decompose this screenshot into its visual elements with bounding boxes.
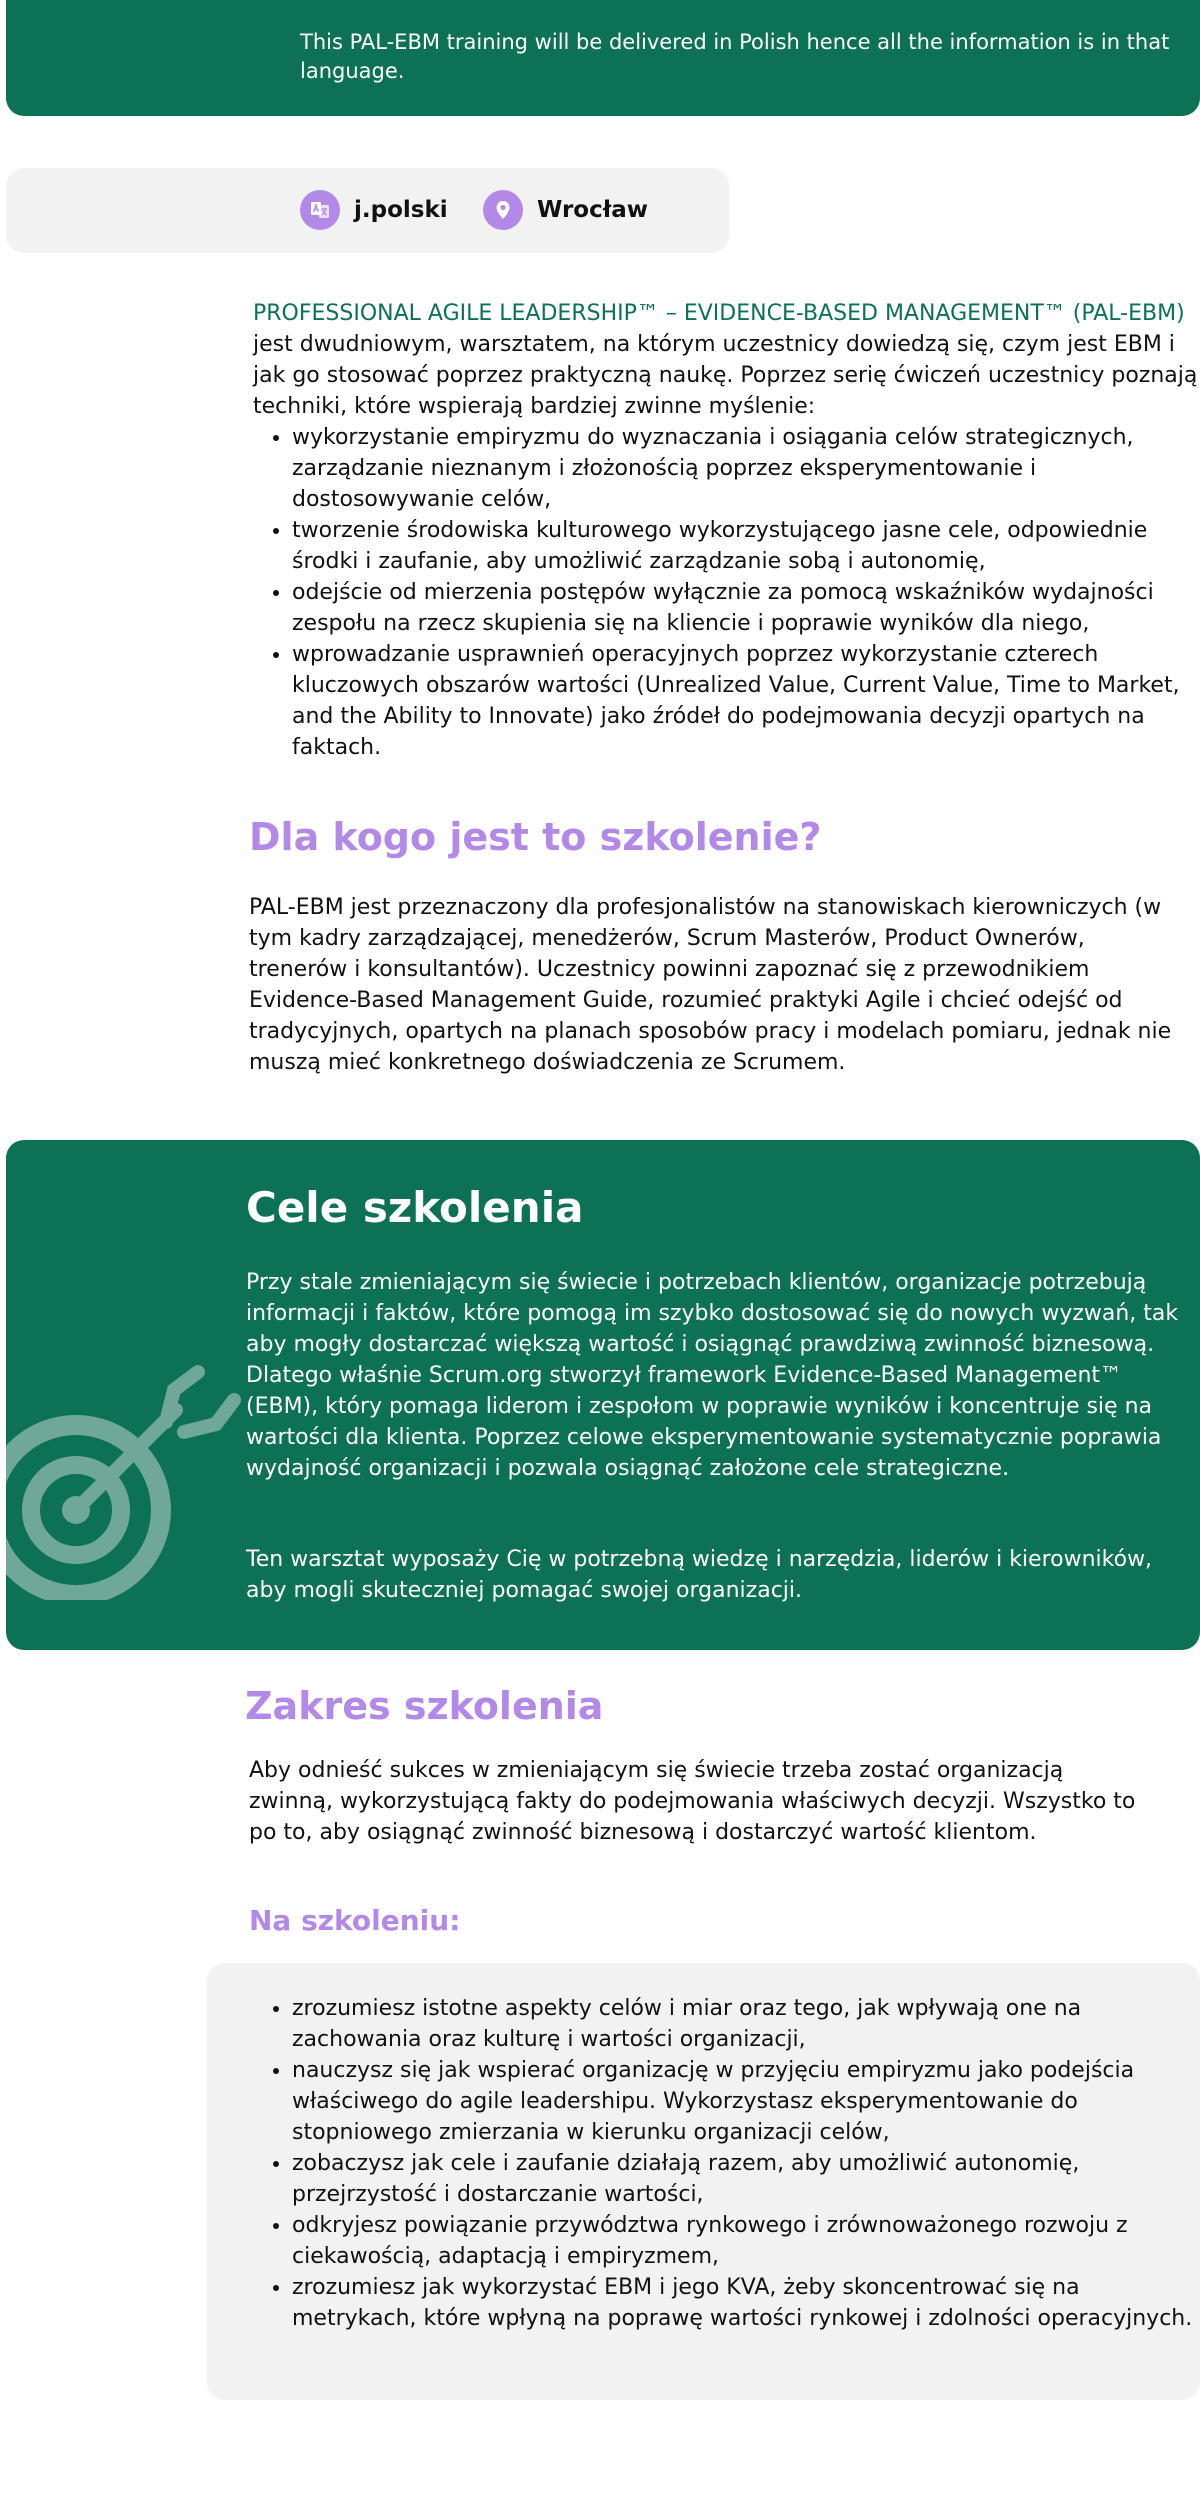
list-item: • zobaczysz jak cele i zaufanie działają razem, aby umożliwić autonomię, przejrzystość i dostarczanie wartości, (292, 2148, 1193, 2210)
goals-paragraph-1: Przy stale zmieniającym się świecie i potrzebach klientów, organizacje potrzebują informacji i faktów, które pomogą im szybko dostosować się do nowych wyzwań, tak aby mogły dostarczać większą wartość i osiągnąć prawdziwą zwinność biznesową. Dlatego właśnie Scrum.org stworzył framework Evidence-Based Management™ (EBM), który pomaga liderom i zespołom w poprawie wyników i koncentruje się na wartości dla klienta. Poprzez celowe eksperymentowanie systematycznie poprawia wydajność organizacji i pozwala osiągnąć założone cele strategiczne. (246, 1270, 1179, 1481)
location-meta (483, 190, 648, 230)
thinking-techniques-list (253, 422, 1200, 763)
audience-heading: Dla kogo jest to szkolenie? (249, 815, 822, 859)
goals-heading: Cele szkolenia (246, 1183, 584, 1232)
list-item: • zrozumiesz jak wykorzystać EBM i jego KVA, żeby skoncentrować się na metrykach, które wpłyną na poprawę wartości rynkowej i zdolności operacyjnych. (292, 2272, 1193, 2334)
intro-text: jest dwudniowym, warsztatem, na którym uczestnicy dowiedzą się, czym jest EBM i jak go stosować poprzez praktyczną naukę. Poprzez serię ćwiczeń uczestnicy poznają techniki, które wspierają bardziej zwinne myślenie: (253, 332, 1198, 419)
language-info-banner (6, 0, 1200, 116)
course-meta-bar (6, 168, 729, 253)
learning-outcomes-list (253, 1993, 1193, 2334)
language-meta (300, 190, 448, 230)
goals-section (6, 1140, 1200, 1650)
location-label: Wrocław (537, 197, 649, 223)
language-label: j.polski (354, 197, 448, 223)
list-item: • wykorzystanie empiryzmu do wyznaczania i osiągania celów strategicznych, zarządzanie nieznanym i złożonością poprzez eksperymentowanie i dostosowywanie celów, (292, 422, 1200, 515)
list-item: • tworzenie środowiska kulturowego wykorzystującego jasne cele, odpowiednie środki i zaufanie, aby umożliwić zarządzanie sobą i autonomię, (292, 515, 1200, 577)
scope-heading: Zakres szkolenia (245, 1684, 604, 1728)
scope-text: Aby odnieść sukces w zmieniającym się świecie trzeba zostać organizacją zwinną, wykorzystującą fakty do podejmowania właściwych decyzji. Wszystko to po to, aby osiągnąć zwinność biznesową i dostarczyć wartość klientom. (249, 1758, 1136, 1845)
location-pin-icon (483, 190, 523, 230)
course-intro (253, 298, 1200, 763)
course-title-link[interactable]: PROFESSIONAL AGILE LEADERSHIP™ – EVIDENCE-BASED MANAGEMENT™ (PAL-EBM) (253, 301, 1185, 326)
list-item: • zrozumiesz istotne aspekty celów i miar oraz tego, jak wpływają one na zachowania oraz kulturę i wartości organizacji, (292, 1993, 1193, 2055)
audience-text: PAL-EBM jest przeznaczony dla profesjonalistów na stanowiskach kierowniczych (w tym kadry zarządzającej, menedżerów, Scrum Masterów, Product Ownerów, trenerów i konsultantów). Uczestnicy powinni zapoznać się z przewodnikiem Evidence-Based Management Guide, rozumieć praktyki Agile i chcieć odejść od tradycyjnych, opartych na planach sposobów pracy i modelach pomiaru, jednak nie muszą mieć konkretnego doświadczenia ze Scrumem. (249, 895, 1172, 1075)
intro-paragraph (253, 298, 1200, 422)
translate-icon (300, 190, 340, 230)
goals-paragraph-2: Ten warsztat wyposaży Cię w potrzebną wiedzę i narzędzia, liderów i kierowników, aby mogli skuteczniej pomagać swojej organizacji. (246, 1547, 1153, 1603)
learning-outcomes (253, 1993, 1193, 2334)
scope-subheading: Na szkoleniu: (249, 1904, 461, 1937)
learning-outcomes-box (207, 1963, 1200, 2400)
list-item: • odkryjesz powiązanie przywództwa rynkowego i zrównoważonego rozwoju z ciekawością, adaptacją i empiryzmem, (292, 2210, 1193, 2272)
target-arrow-icon (6, 1360, 246, 1600)
list-item: • nauczysz się jak wspierać organizację w przyjęciu empiryzmu jako podejścia właściwego do agile leadershipu. Wykorzystasz eksperymentowanie do stopniowego zmierzania w kierunku organizacji celów, (292, 2055, 1193, 2148)
list-item: • wprowadzanie usprawnień operacyjnych poprzez wykorzystanie czterech kluczowych obszarów wartości (Unrealized Value, Current Value, Time to Market, and the Ability to Innovate) jako źródeł do podejmowania decyzji opartych na faktach. (292, 639, 1200, 763)
banner-text: This PAL-EBM training will be delivered in Polish hence all the information is in that language. (300, 30, 1170, 83)
list-item: • odejście od mierzenia postępów wyłącznie za pomocą wskaźników wydajności zespołu na rzecz skupienia się na kliencie i poprawie wyników dla niego, (292, 577, 1200, 639)
